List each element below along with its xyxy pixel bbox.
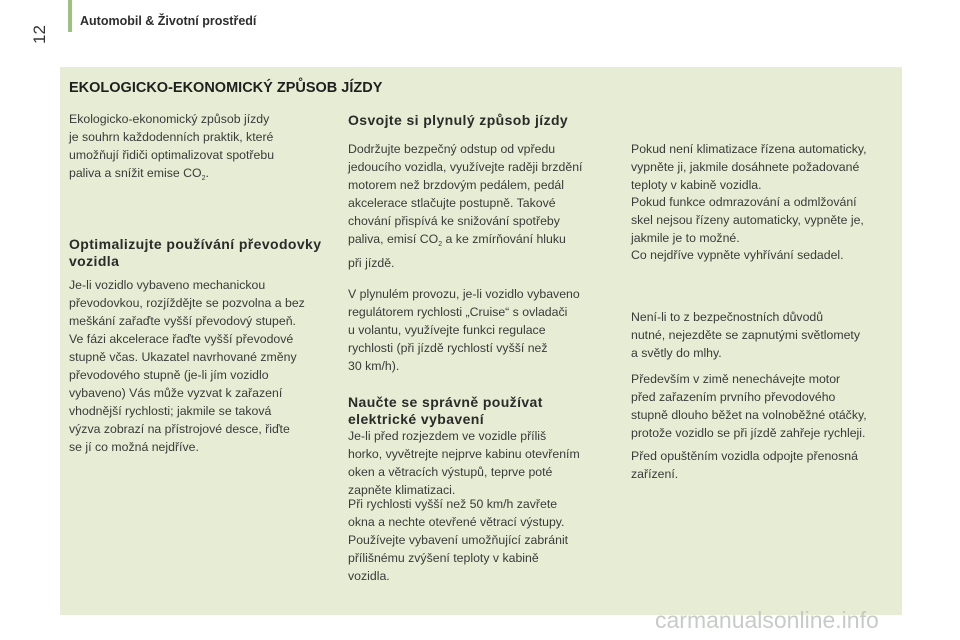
text-line: Dodržujte bezpečný odstup od vpředu bbox=[348, 142, 556, 156]
equipment-heading bbox=[348, 394, 543, 428]
text-line: motorem než brzdovým pedálem, pedál bbox=[348, 178, 564, 192]
gear-paragraph bbox=[69, 276, 305, 456]
subscript: 2 bbox=[201, 175, 206, 182]
page-number: 12 bbox=[30, 25, 49, 44]
text-line: rychlosti (při jízdě rychlostí vyšší než bbox=[348, 341, 548, 355]
text-line: vybaveno) Vás může vyzvat k zařazení bbox=[69, 386, 283, 400]
smooth-driving-heading: Osvojte si plynulý způsob jízdy bbox=[348, 112, 569, 128]
ac-paragraph bbox=[631, 140, 867, 194]
heading-line: Naučte se správně používat bbox=[348, 394, 543, 410]
text-line: přílišnému zvýšení teploty v kabině bbox=[348, 551, 539, 565]
seat-heating-paragraph bbox=[631, 246, 844, 264]
intro-paragraph bbox=[69, 110, 274, 188]
gear-heading bbox=[69, 236, 321, 270]
text-line: Ve fázi akcelerace řaďte vyšší převodové bbox=[69, 332, 294, 346]
text-line: zapněte klimatizaci. bbox=[348, 483, 456, 497]
heading-line: elektrické vybavení bbox=[348, 411, 485, 427]
text-line: nutné, nejezděte se zapnutými světlomety bbox=[631, 328, 860, 342]
text-line: Je-li před rozjezdem ve vozidle příliš bbox=[348, 429, 547, 443]
text-line: vozidla. bbox=[348, 569, 390, 583]
text-line: Používejte vybavení umožňující zabránit bbox=[348, 533, 569, 547]
text-line: Není-li to z bezpečnostních důvodů bbox=[631, 310, 824, 324]
chapter-title: Automobil & Životní prostředí bbox=[80, 14, 257, 28]
text-line: 30 km/h). bbox=[348, 359, 400, 373]
text-fragment: paliva, emisí CO bbox=[348, 232, 439, 246]
smooth-driving-paragraph bbox=[348, 140, 582, 272]
text-line bbox=[69, 164, 274, 188]
equipment-paragraph-1 bbox=[348, 427, 580, 499]
text-line: Co nejdříve vypněte vyhřívání sedadel. bbox=[631, 248, 844, 262]
text-line: meškání zařaďte vyšší převodový stupeň. bbox=[69, 314, 296, 328]
text-line: vhodnější rychlosti; jakmile se taková bbox=[69, 404, 272, 418]
lights-paragraph bbox=[631, 308, 860, 362]
text-line bbox=[348, 230, 582, 254]
text-line: V plynulém provozu, je-li vozidlo vybaveno bbox=[348, 287, 580, 301]
text-line: Pokud funkce odmrazování a odmlžování bbox=[631, 195, 857, 209]
header-accent-bar bbox=[68, 0, 72, 32]
text-fragment: a ke zmírňování hluku bbox=[442, 232, 566, 246]
text-line: oken a větracích výstupů, teprve poté bbox=[348, 465, 553, 479]
text-line: Před opuštěním vozidla odpojte přenosná bbox=[631, 449, 858, 463]
text-line: teploty v kabině vozidla. bbox=[631, 178, 762, 192]
text-line: chování přispívá ke snižování spotřeby bbox=[348, 214, 560, 228]
text-line: akcelerace stlačujte postupně. Takové bbox=[348, 196, 556, 210]
text-line: převodového stupně (je-li jím vozidlo bbox=[69, 368, 269, 382]
text-line: stupně dlouho běžet na volnoběžné otáčky, bbox=[631, 408, 867, 422]
text-line: stupně včas. Ukazatel navrhované změny bbox=[69, 350, 297, 364]
text-line: Především v zimě nenechávejte motor bbox=[631, 372, 841, 386]
watermark: carmanualsonline.info bbox=[655, 607, 879, 633]
text-line: protože vozidlo se při jízdě zahřeje rychleji. bbox=[631, 426, 866, 440]
section-title: EKOLOGICKO-EKONOMICKÝ ZPŮSOB JÍZDY bbox=[69, 80, 383, 96]
text-line: převodovkou, rozjíždějte se pozvolna a bez bbox=[69, 296, 305, 310]
text-line: skel nejsou řízeny automaticky, vypněte je, bbox=[631, 213, 864, 227]
text-line: výzva zobrazí na přístrojové desce, řiďte bbox=[69, 422, 290, 436]
text-line: okna a nechte otevřené větrací výstupy. bbox=[348, 515, 565, 529]
defrost-paragraph bbox=[631, 193, 864, 247]
text-line: Ekologicko-ekonomický způsob jízdy bbox=[69, 112, 270, 126]
text-line: před zařazením prvního převodového bbox=[631, 390, 836, 404]
text-line: Při rychlosti vyšší než 50 km/h zavřete bbox=[348, 497, 558, 511]
text-line: při jízdě. bbox=[348, 256, 395, 270]
text-line: je souhrn každodenních praktik, které bbox=[69, 130, 274, 144]
text-line: jedoucího vozidla, využívejte raději brzdění bbox=[348, 160, 583, 174]
text-line: se jí co možná nejdříve. bbox=[69, 440, 199, 454]
text-line: a světly do mlhy. bbox=[631, 346, 722, 360]
text-line: zařízení. bbox=[631, 467, 679, 481]
heading-line: Optimalizujte používání převodovky bbox=[69, 236, 322, 252]
text-fragment: paliva a snížit emise CO bbox=[69, 166, 202, 180]
text-fragment: . bbox=[205, 166, 209, 180]
heading-line: vozidla bbox=[69, 253, 120, 269]
equipment-paragraph-2 bbox=[348, 495, 564, 531]
text-line: jakmile je to možné. bbox=[631, 231, 740, 245]
text-line: Pokud není klimatizace řízena automaticky, bbox=[631, 142, 867, 156]
text-line: horko, vyvětrejte nejprve kabinu otevřením bbox=[348, 447, 580, 461]
text-line: Je-li vozidlo vybaveno mechanickou bbox=[69, 278, 266, 292]
subscript: 2 bbox=[438, 241, 443, 248]
winter-paragraph bbox=[631, 370, 867, 442]
devices-paragraph bbox=[631, 447, 858, 483]
equipment-paragraph-3 bbox=[348, 531, 568, 585]
cruise-paragraph bbox=[348, 285, 580, 375]
text-line: u volantu, využívejte funkci regulace bbox=[348, 323, 546, 337]
text-line: umožňují řidiči optimalizovat spotřebu bbox=[69, 148, 275, 162]
text-line: vypněte ji, jakmile dosáhnete požadované bbox=[631, 160, 860, 174]
text-line: regulátorem rychlosti „Cruise“ s ovladači bbox=[348, 305, 568, 319]
